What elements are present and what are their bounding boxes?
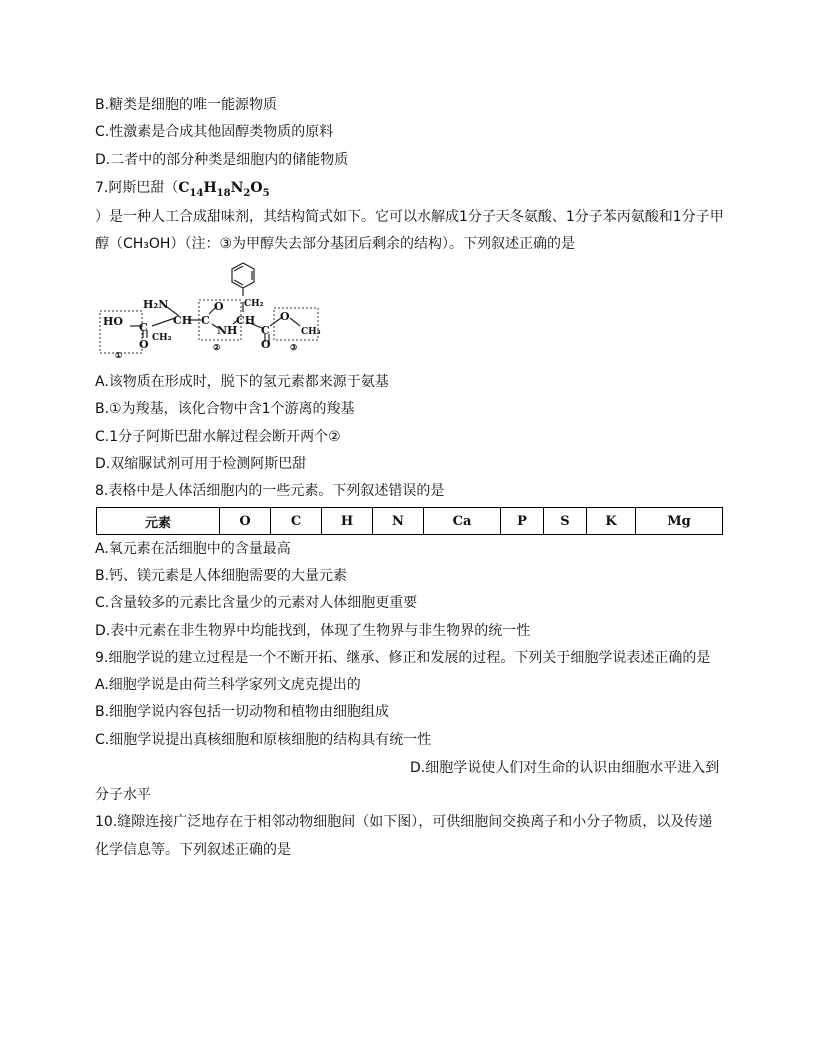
- q8-option-c: C.含量较多的元素比含量少的元素对人体细胞更重要: [95, 595, 418, 611]
- q9-option-a: A.细胞学说是由荷兰科学家列文虎克提出的: [95, 677, 361, 693]
- element-table: [96, 507, 723, 535]
- benzene-ring: [232, 263, 254, 296]
- q9-option-c: C.细胞学说提出真核细胞和原核细胞的结构具有统一性: [95, 732, 432, 748]
- methine-label-a: CH: [173, 314, 193, 327]
- q7-option-a: A.该物质在形成时，脱下的氢元素都来源于氨基: [95, 374, 389, 390]
- table-cell: C: [271, 508, 322, 535]
- table-cell: H: [322, 508, 373, 535]
- carbon-label-2: C: [201, 314, 210, 327]
- oxygen-label-3: O: [261, 338, 271, 351]
- amino-group-label: H₂N: [143, 298, 169, 311]
- q10-stem-line1: 10.缝隙连接广泛地存在于相邻动物细胞间（如下图），可供细胞间交换离子和小分子物质，以及传递: [95, 814, 713, 830]
- table-cell: Mg: [636, 508, 723, 535]
- aspartame-structure: [95, 258, 330, 358]
- q7-stem-line2: ）是一种人工合成甜味剂，其结构简式如下。它可以水解成1分子天冬氨酸、1分子苯丙氨酸和1分子甲: [95, 209, 724, 225]
- methyl-label: CH₃: [301, 327, 321, 337]
- q6-option-b: B.糖类是细胞的唯一能源物质: [95, 97, 278, 113]
- q6-option-d: D.二者中的部分种类是细胞内的储能物质: [95, 152, 349, 168]
- methylene-label-a: CH₂: [152, 333, 172, 343]
- q8-option-d: D.表中元素在非生物界中均能找到，体现了生物界与非生物界的统一性: [95, 623, 531, 639]
- q9-option-d-continued: 分子水平: [95, 787, 151, 803]
- oxygen-label-4: O: [280, 310, 290, 323]
- q7-stem-line3: 醇（CH₃OH）（注：③为甲醇失去部分基团后剩余的结构）。下列叙述正确的是: [95, 236, 576, 252]
- oxygen-label-2: O: [214, 300, 224, 313]
- table-cell: K: [587, 508, 636, 535]
- q7-option-b: B.①为羧基，该化合物中含1个游离的羧基: [95, 401, 355, 417]
- table-row: [97, 508, 723, 535]
- carbon-label-1: C: [139, 321, 148, 334]
- methine-label-b: CH: [236, 314, 256, 327]
- table-cell: Ca: [424, 508, 501, 535]
- q7-option-c: C.1分子阿斯巴甜水解过程会断开两个②: [95, 429, 341, 445]
- q8-option-a: A.氧元素在活细胞中的含量最高: [95, 541, 291, 557]
- hydroxyl-label: HO: [103, 315, 123, 328]
- label-circle-1: ①: [115, 350, 123, 358]
- q8-option-b: B.钙、镁元素是人体细胞需要的大量元素: [95, 568, 348, 584]
- q6-option-c: C.性激素是合成其他固醇类物质的原料: [95, 124, 334, 140]
- table-cell: N: [373, 508, 424, 535]
- imino-label: NH: [217, 324, 238, 337]
- methylene-label-b: CH₂: [244, 299, 264, 309]
- table-cell: S: [544, 508, 587, 535]
- label-circle-3: ③: [290, 342, 298, 352]
- q9-stem: 9.细胞学说的建立过程是一个不断开拓、继承、修正和发展的过程。下列关于细胞学说表述正确的是: [95, 650, 711, 666]
- oxygen-label-1: O: [139, 338, 149, 351]
- carbon-label-3: C: [261, 324, 270, 337]
- q9-option-b: B.细胞学说内容包括一切动物和植物由细胞组成: [95, 704, 390, 720]
- q7-formula: $C_{14}H_{18}N_2O_5$: [178, 180, 270, 199]
- q8-stem: 8.表格中是人体活细胞内的一些元素。下列叙述错误的是: [95, 483, 445, 499]
- table-cell: 元素: [97, 508, 220, 535]
- q9-option-d: D.细胞学说使人们对生命的认识由细胞水平进入到: [410, 760, 720, 776]
- q7-option-d: D.双缩脲试剂可用于检测阿斯巴甜: [95, 456, 307, 472]
- q7-prefix: 7.阿斯巴甜（: [95, 180, 179, 196]
- label-circle-2: ②: [213, 342, 221, 352]
- table-cell: O: [220, 508, 271, 535]
- q10-stem-line2: 化学信息等。下列叙述正确的是: [95, 842, 291, 858]
- q7-stem-line1: [95, 178, 270, 204]
- table-cell: P: [501, 508, 544, 535]
